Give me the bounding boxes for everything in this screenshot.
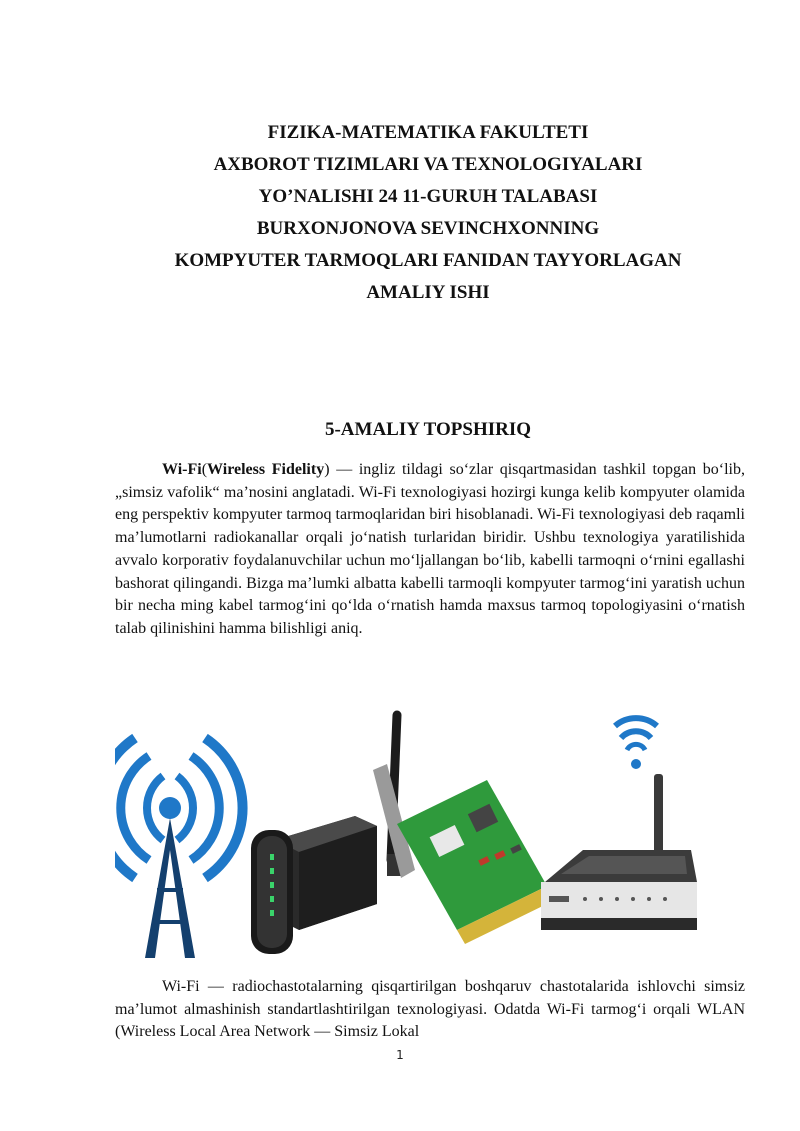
wifi-pci-card-icon <box>373 715 555 944</box>
page-number: 1 <box>396 1048 404 1062</box>
title-line-faculty: FIZIKA-MATEMATIKA FAKULTETI <box>267 122 589 143</box>
term-wireless-fidelity: Wireless Fidelity <box>207 461 325 478</box>
title-line-student: BURXONJONOVA SEVINCHXONNING <box>256 218 600 239</box>
title-line-group: YO’NALISHI 24 11-GURUH TALABASI <box>258 186 598 207</box>
section-title: 5-AMALIY TOPSHIRIQ <box>324 419 532 440</box>
paragraph-wifi-intro <box>115 459 745 641</box>
term-wifi: Wi-Fi <box>162 461 202 478</box>
wifi-devices-figure <box>115 690 697 962</box>
close-paren: ) <box>324 461 330 478</box>
title-line-work: AMALIY ISHI <box>366 282 490 303</box>
open-paren: ( <box>201 461 208 478</box>
usb-modem-icon <box>251 816 377 954</box>
title-line-department: AXBOROT TIZIMLARI VA TEXNOLOGIYALARI <box>213 154 643 175</box>
title-block <box>100 117 756 309</box>
title-line-subject: KOMPYUTER TARMOQLARI FANIDAN TAYYORLAGAN <box>174 250 682 271</box>
paragraph-wifi-definition: Wi-Fi — radiochastotalarning qisqartirilgan boshqaruv chastotalarida ishlovchi simsiz ma’lumot almashinish standartlashtirilgan texnologiyasi. Odatda Wi-Fi tarmog‘i orqali WLAN (Wireless Local Area Network — Simsiz Lokal <box>115 978 745 1041</box>
wireless-antenna-icon <box>115 738 243 958</box>
wifi-router-icon <box>541 718 697 930</box>
paragraph-wifi-intro-text: — ingliz tildagi so‘zlar qisqartmasidan tashkil topgan bo‘lib, „simsiz vafolik“ ma’nosini anglatadi. Wi-Fi texnologiyasi hozirgi kunga kelib kompyuter olamida eng perspektiv kompyuter tarmoq tarmoqlaridan biri hisoblanadi. Wi-Fi texnologiyasi deb raqamli ma’lumotlarni radiokanallar orqali jo‘natish turlaridan biridir. Ushbu texnologiya yaratilishida avvalo korporativ foydalanuvchilar uchun mo‘ljallangan bo‘lib, kabelli tarmoqni o‘rnini egallashi bashorat qilingandi. Bizga ma’lumki albatta kabelli tarmoqli kompyuter tarmog‘ini yaratish uchun bir necha ming kabel tarmog‘ini qo‘lda o‘rnatish hamda maxsus tarmoq topologiyasini o‘rnatish talab qilinishini hamma bilishligi aniq. <box>115 461 745 637</box>
